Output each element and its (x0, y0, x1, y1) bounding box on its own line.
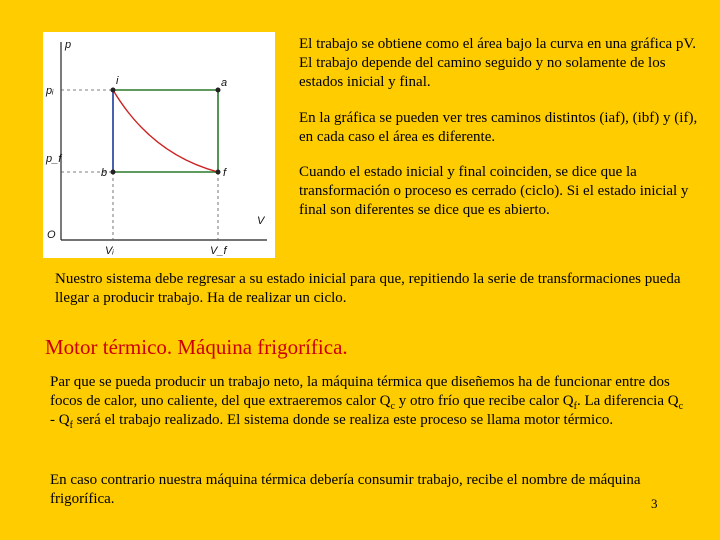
p5-text-e: será el trabajo realizado. El sistema donde se realiza este proceso se llama motor térmico. (72, 412, 614, 428)
section-heading: Motor térmico. Máquina frigorífica. (45, 335, 348, 359)
path-if-curve (113, 90, 218, 172)
pv-diagram (43, 32, 275, 258)
point-i-marker (111, 88, 116, 93)
point-a-label: a (221, 77, 228, 89)
axis-v-label: V (257, 215, 265, 227)
origin-label: O (47, 229, 56, 241)
point-f-marker (216, 170, 221, 175)
pv-diagram-svg (43, 32, 275, 258)
paragraph-work-area: El trabajo se obtiene como el área bajo la curva en una gráfica pV. El trabajo depende del camino seguido y no solamente de los estados inicial y final. (299, 36, 697, 90)
pi-label: pᵢ (46, 85, 54, 97)
point-b-marker (111, 170, 116, 175)
p5-sub-f2: f (69, 420, 73, 431)
p5-sub-c1: c (390, 401, 395, 412)
vi-label: Vᵢ (105, 245, 114, 257)
paragraph-heat-engine (50, 373, 690, 430)
p5-text-b: y otro frío que recibe calor Q (394, 393, 574, 409)
vf-label: V_f (210, 245, 227, 257)
point-i-label: i (116, 75, 119, 87)
p5-sub-f1: f (573, 401, 577, 412)
pf-label: p_f (46, 153, 62, 165)
point-a-marker (216, 88, 221, 93)
paragraph-return-state: Nuestro sistema debe regresar a su estado inicial para que, repitiendo la serie de transformaciones pueda llegar a producir trabajo. Ha de realizar un ciclo. (55, 271, 681, 306)
point-f-label: f (223, 167, 227, 179)
paragraph-three-paths: En la gráfica se pueden ver tres caminos distintos (iaf), (ibf) y (if), en cada caso el área es diferente. (299, 110, 698, 145)
p5-text-c: . La diferencia Q (576, 393, 679, 409)
p5-text-a: Par que se pueda producir un trabajo neto, la máquina térmica que diseñemos ha de funcionar entre dos focos de calor, uno caliente, del que extraeremos calor Q (50, 374, 670, 409)
point-b-label: b (101, 167, 108, 179)
page-number: 3 (651, 496, 658, 511)
p5-sub-c2: c (678, 401, 684, 412)
paragraph-refrigerator: En caso contrario nuestra máquina térmica debería consumir trabajo, recibe el nombre de máquina frigorífica. (50, 472, 641, 507)
paragraph-cycle: Cuando el estado inicial y final coinciden, se dice que la transformación o proceso es cerrado (ciclo). Si el estado inicial y final son diferentes se dice que es abierto. (299, 164, 689, 218)
p5-text-d: - Q (50, 412, 70, 428)
axis-p-label: p (65, 39, 72, 51)
